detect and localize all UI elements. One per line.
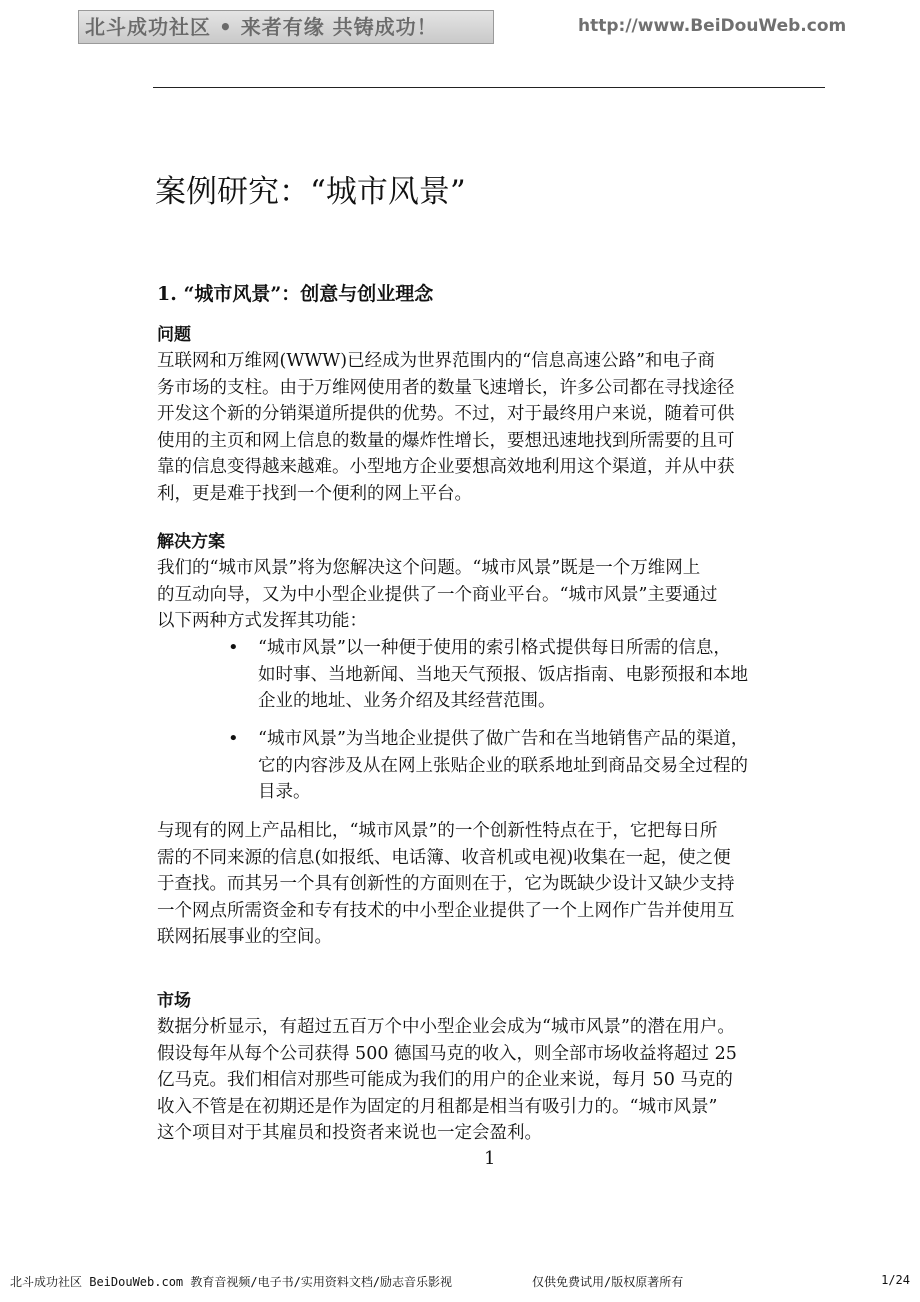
bullet-item [228,635,825,715]
paragraph-line: 的互动向导，又为中小型企业提供了一个商业平台。“城市风景”主要通过 [157,584,718,605]
market-heading: 市场 [157,991,191,1011]
problem-paragraph [157,348,825,507]
paragraph-line: 收入不管是在初期还是作为固定的月租都是相当有吸引力的。“城市风景” [157,1096,718,1117]
paragraph-line: 使用的主页和网上信息的数量的爆炸性增长，要想迅速地找到所需要的且可 [157,430,735,451]
market-paragraph [157,1014,825,1147]
bullet-line: 目录。 [258,782,311,802]
footer-left-text: 北斗成功社区 BeiDouWeb.com 教育音视频/电子书/实用资料文档/励志音乐影视 [10,1275,453,1289]
problem-heading: 问题 [157,325,191,345]
section-heading: 1. “城市风景”：创意与创业理念 [157,283,434,305]
bullet-line: 如时事、当地新闻、当地天气预报、饭店指南、电影预报和本地 [258,664,748,685]
paragraph-line: 务市场的支柱。由于万维网使用者的数量飞速增长，许多公司都在寻找途径 [157,377,735,398]
solution-heading: 解决方案 [157,532,225,552]
paragraph-line: 一个网点所需资金和专有技术的中小型企业提供了一个上网作广告并使用互 [157,900,735,921]
solution-closing [157,818,825,951]
closing-paragraph [157,818,825,951]
paragraph-line: 需的不同来源的信息(如报纸、电话簿、收音机或电视)收集在一起，使之便 [157,847,731,868]
footer-page-counter: 1/24 [881,1273,910,1287]
header-rule [153,87,825,88]
document-title: 案例研究：“城市风景” [155,174,466,210]
paragraph-line: 以下两种方式发挥其功能： [157,611,367,631]
paragraph-line: 互联网和万维网(WWW)已经成为世界范围内的“信息高速公路”和电子商 [157,351,716,371]
page-number: 1 [484,1148,496,1169]
banner-text: 北斗成功社区 • 来者有缘 共铸成功！ [85,15,438,39]
paragraph-line: 靠的信息变得越来越难。小型地方企业要想高效地利用这个渠道，并从中获 [157,457,735,477]
bullet-dot-icon: • [228,728,239,749]
bullet-line: “城市风景”以一种便于使用的索引格式提供每日所需的信息， [258,638,731,658]
paragraph-line: 数据分析显示，有超过五百万个中小型企业会成为“城市风景”的潜在用户。 [157,1017,735,1037]
market-section [157,988,825,1147]
paragraph-line: 于查找。而其另一个具有创新性的方面则在于，它为既缺少设计又缺少支持 [157,874,735,894]
site-url[interactable]: http://www.BeiDouWeb.com [578,16,847,36]
bullet-line: 企业的地址、业务介绍及其经营范围。 [258,691,556,711]
paragraph-line: 开发这个新的分销渠道所提供的优势。不过，对于最终用户来说，随着可供 [157,404,735,424]
bullet-item [228,726,825,806]
solution-paragraph [157,555,825,635]
solution-bullet-list [228,635,825,715]
problem-section [157,322,825,507]
paragraph-line: 利，更是难于找到一个便利的网上平台。 [157,483,472,504]
solution-bullet-list-2 [228,726,825,806]
bullet-dot-icon: • [228,637,239,658]
bullet-line: “城市风景”为当地企业提供了做广告和在当地销售产品的渠道， [258,729,749,749]
site-banner [78,10,494,44]
paragraph-line: 亿马克。我们相信对那些可能成为我们的用户的企业来说，每月 50 马克的 [157,1070,733,1090]
solution-section [157,529,825,635]
paragraph-line: 联网拓展事业的空间。 [157,927,332,947]
footer-copyright-text: 仅供免费试用/版权原著所有 [532,1275,684,1289]
paragraph-line: 我们的“城市风景”将为您解决这个问题。“城市风景”既是一个万维网上 [157,558,701,578]
paragraph-line: 假设每年从每个公司获得 500 德国马克的收入，则全部市场收益将超过 25 [157,1043,737,1064]
bullet-line: 它的内容涉及从在网上张贴企业的联系地址到商品交易全过程的 [258,755,748,776]
paragraph-line: 这个项目对于其雇员和投资者来说也一定会盈利。 [157,1123,542,1143]
paragraph-line: 与现有的网上产品相比，“城市风景”的一个创新性特点在于，它把每日所 [157,821,718,841]
